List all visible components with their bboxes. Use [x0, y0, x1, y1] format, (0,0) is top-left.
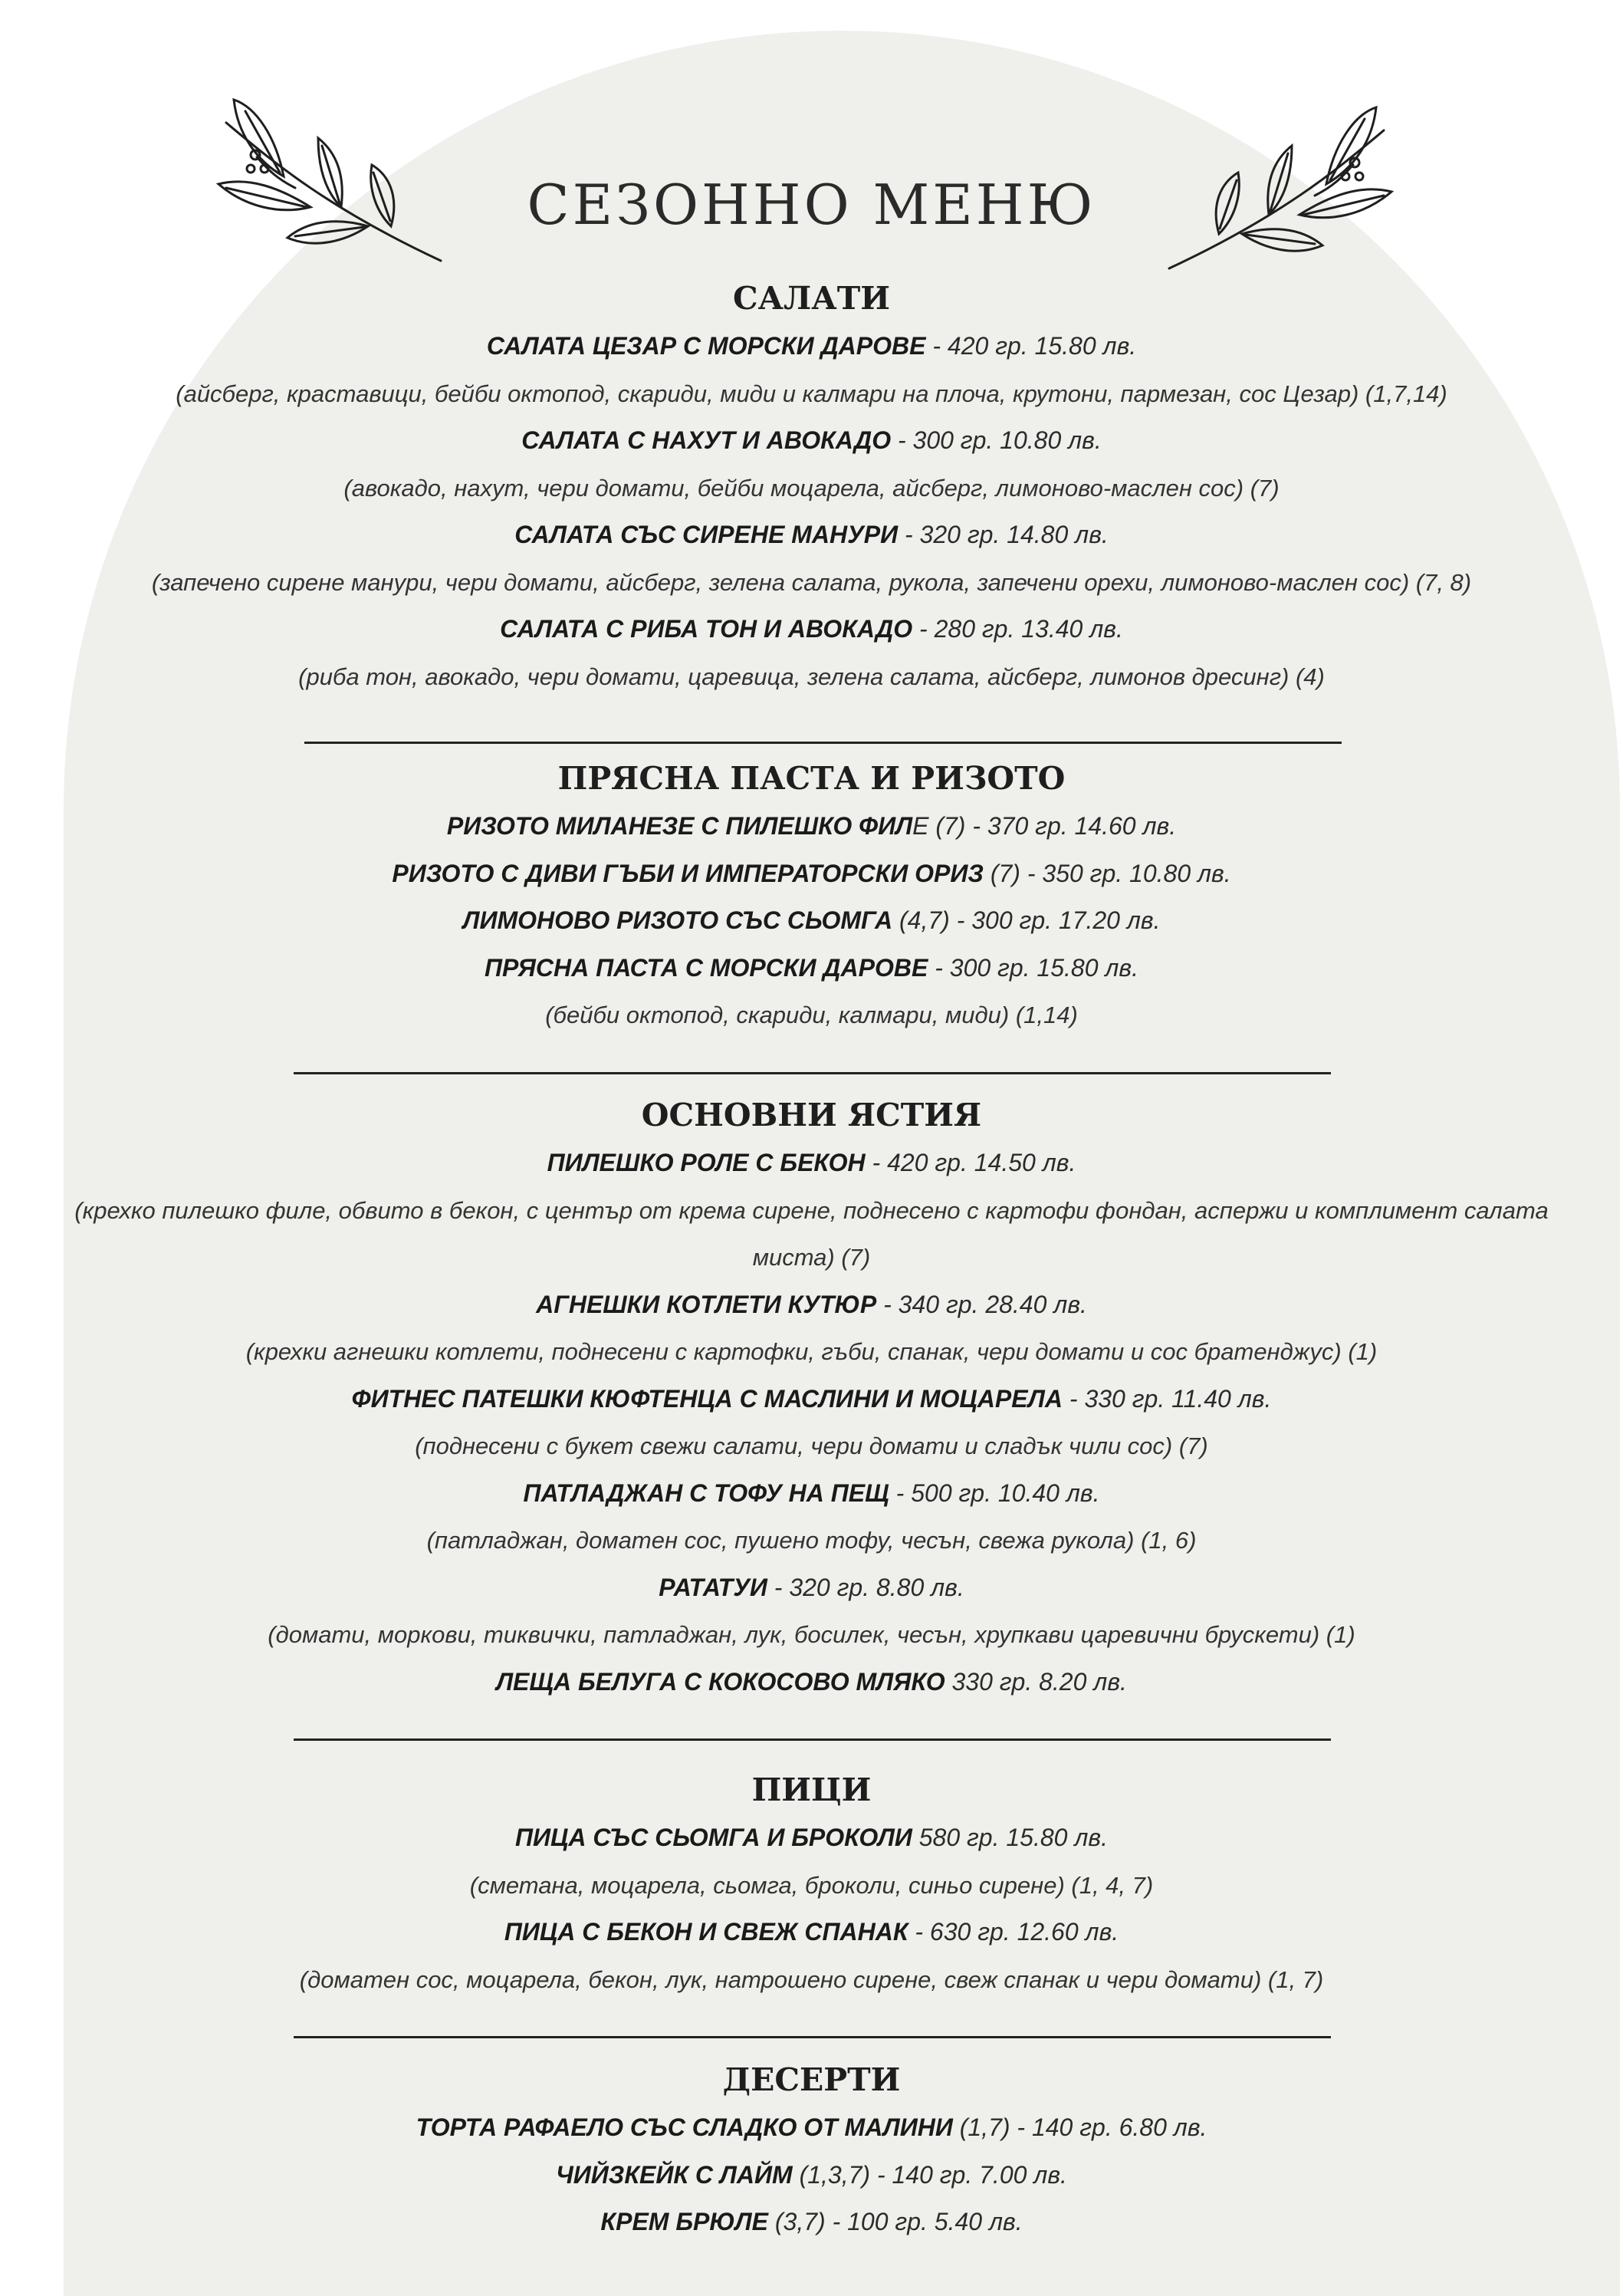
item-name: ЧИЙЗКЕЙК С ЛАЙМ — [556, 2160, 793, 2189]
item-details: (3,7) - 100 гр. 5.40 лв. — [768, 2208, 1023, 2235]
menu-item — [46, 417, 1577, 465]
item-name: ЛИМОНОВО РИЗОТО СЪС СЬОМГА — [462, 906, 893, 934]
menu-item — [46, 1564, 1577, 1612]
item-description: (патладжан, доматен сос, пушено тофу, чесън, свежа рукола) (1, 6) — [426, 1527, 1197, 1554]
section-heading: ПИЦИ — [751, 1771, 872, 1808]
section-heading: ДЕСЕРТИ — [722, 2061, 901, 2098]
item-name: РИЗОТО С ДИВИ ГЪБИ И ИМПЕРАТОРСКИ ОРИЗ — [392, 859, 984, 887]
item-name: ПИЦА С БЕКОН И СВЕЖ СПАНАК — [504, 1918, 908, 1946]
item-name: ЛЕЩА БЕЛУГА С КОКОСОВО МЛЯКО — [496, 1667, 945, 1696]
item-name: САЛАТА С РИБА ТОН И АВОКАДО — [500, 615, 913, 643]
item-name: ПИЛЕШКО РОЛЕ С БЕКОН — [547, 1149, 866, 1176]
item-name: ПРЯСНА ПАСТА С МОРСКИ ДАРОВЕ — [484, 953, 928, 982]
menu-title: СЕЗОННО МЕНЮ — [527, 173, 1096, 237]
item-name: ТОРТА РАФАЕЛО СЪС СЛАДКО ОТ МАЛИНИ — [416, 2113, 953, 2141]
menu-item — [46, 1659, 1577, 1706]
item-details: 330 гр. 8.20 лв. — [945, 1667, 1127, 1696]
item-name: ФИТНЕС ПАТЕШКИ КЮФТЕНЦА С МАСЛИНИ И МОЦАРЕЛА — [351, 1384, 1063, 1413]
item-name: САЛАТА СЪС СИРЕНЕ МАНУРИ — [514, 521, 899, 548]
item-details: - 300 гр. 10.80 лв. — [891, 426, 1102, 454]
item-details: 580 гр. 15.80 лв. — [912, 1824, 1108, 1851]
item-name: ПИЦА СЪС СЬОМГА И БРОКОЛИ — [515, 1824, 912, 1851]
menu-item — [46, 606, 1577, 653]
item-details: - 320 гр. 14.80 лв. — [898, 521, 1109, 548]
item-details: - 340 гр. 28.40 лв. — [876, 1290, 1087, 1318]
menu-item — [46, 2104, 1577, 2152]
menu-item — [46, 1376, 1577, 1423]
item-details: - 420 гр. 15.80 лв. — [925, 332, 1137, 360]
item-name: ПАТЛАДЖАН С ТОФУ НА ПЕЩ — [523, 1479, 889, 1507]
item-description: (поднесени с букет свежи салати, чери домати и сладък чили сос) (7) — [415, 1433, 1208, 1459]
item-details: (4,7) - 300 гр. 17.20 лв. — [892, 906, 1161, 934]
section-pizza — [46, 1765, 1577, 2003]
menu-item — [46, 2152, 1577, 2199]
item-description: (домати, моркови, тиквички, патладжан, лук, босилек, чесън, хрупкави царевични брускети) (1) — [268, 1621, 1355, 1648]
item-details: - 300 гр. 15.80 лв. — [928, 953, 1139, 982]
section-salads — [46, 274, 1577, 700]
menu-item — [46, 1814, 1577, 1862]
item-details: - 630 гр. 12.60 лв. — [908, 1918, 1119, 1946]
section-divider — [294, 2036, 1331, 2038]
item-name: РИЗОТО МИЛАНЕЗЕ С ПИЛЕШКО ФИЛ — [446, 812, 913, 840]
menu-item — [46, 803, 1577, 850]
menu-item — [46, 1281, 1577, 1329]
menu-item — [46, 1470, 1577, 1518]
item-description: (авокадо, нахут, чери домати, бейби моцарела, айсберг, лимоново-маслен сос) (7) — [343, 474, 1280, 502]
item-description: (крехки агнешки котлети, поднесени с картофки, гъби, спанак, чери домати и сос братенджус) (1) — [245, 1338, 1378, 1365]
item-details: (7) - 350 гр. 10.80 лв. — [983, 859, 1231, 887]
item-details: - 320 гр. 8.80 лв. — [767, 1573, 964, 1601]
item-description: (запечено сирене манури, чери домати, айсберг, зелена салата, рукола, запечени орехи, лимоново-маслен сос) (7, 8) — [151, 568, 1472, 596]
section-pasta-risotto — [46, 754, 1577, 1039]
item-description: (айсберг, краставици, бейби октопод, скариди, миди и калмари на плоча, крутони, пармезан, сос Цезар) (1,7,14) — [176, 380, 1447, 407]
item-name: САЛАТА ЦЕЗАР С МОРСКИ ДАРОВЕ — [486, 332, 926, 360]
item-name: АГНЕШКИ КОТЛЕТИ КУТЮР — [536, 1290, 877, 1318]
section-desserts — [46, 2055, 1577, 2246]
item-description: (крехко пилешко филе, обвито в бекон, с център от крема сирене, поднесено с картофи фондан, аспержи и комплимент салата миста) (7) — [74, 1196, 1549, 1271]
item-name: РАТАТУИ — [659, 1573, 767, 1601]
item-details: Е (7) - 370 гр. 14.60 лв. — [912, 812, 1177, 840]
menu-item — [46, 897, 1577, 945]
section-divider — [294, 1072, 1331, 1074]
section-heading: САЛАТИ — [733, 280, 890, 317]
item-description: (бейби октопод, скариди, калмари, миди) (1,14) — [545, 1002, 1078, 1028]
item-details: - 420 гр. 14.50 лв. — [865, 1149, 1076, 1176]
menu-item — [46, 945, 1577, 992]
menu-item — [46, 850, 1577, 898]
item-description: (доматен сос, моцарела, бекон, лук, натрошено сирене, свеж спанак и чери домати) (1, 7) — [299, 1965, 1324, 1993]
section-heading: ОСНОВНИ ЯСТИЯ — [641, 1097, 982, 1133]
item-description: (риба тон, авокадо, чери домати, царевица, зелена салата, айсберг, лимонов дресинг) (4) — [298, 663, 1325, 690]
menu-item — [46, 1140, 1577, 1187]
section-main-dishes — [46, 1090, 1577, 1706]
item-details: - 330 гр. 11.40 лв. — [1063, 1384, 1272, 1413]
item-details: - 500 гр. 10.40 лв. — [889, 1479, 1100, 1507]
item-details: (1,3,7) - 140 гр. 7.00 лв. — [792, 2160, 1067, 2189]
item-details: (1,7) - 140 гр. 6.80 лв. — [952, 2113, 1207, 2141]
section-heading: ПРЯСНА ПАСТА И РИЗОТО — [557, 760, 1066, 797]
item-name: САЛАТА С НАХУТ И АВОКАДО — [521, 426, 892, 454]
item-description: (сметана, моцарела, сьомга, броколи, синьо сирене) (1, 4, 7) — [469, 1871, 1154, 1899]
item-details: - 280 гр. 13.40 лв. — [912, 615, 1123, 643]
menu-item — [46, 512, 1577, 559]
section-divider — [294, 1738, 1331, 1741]
section-divider — [304, 742, 1342, 744]
item-name: КРЕМ БРЮЛЕ — [600, 2208, 768, 2235]
menu-item — [46, 323, 1577, 370]
menu-item — [46, 2199, 1577, 2246]
menu-item — [46, 1909, 1577, 1956]
